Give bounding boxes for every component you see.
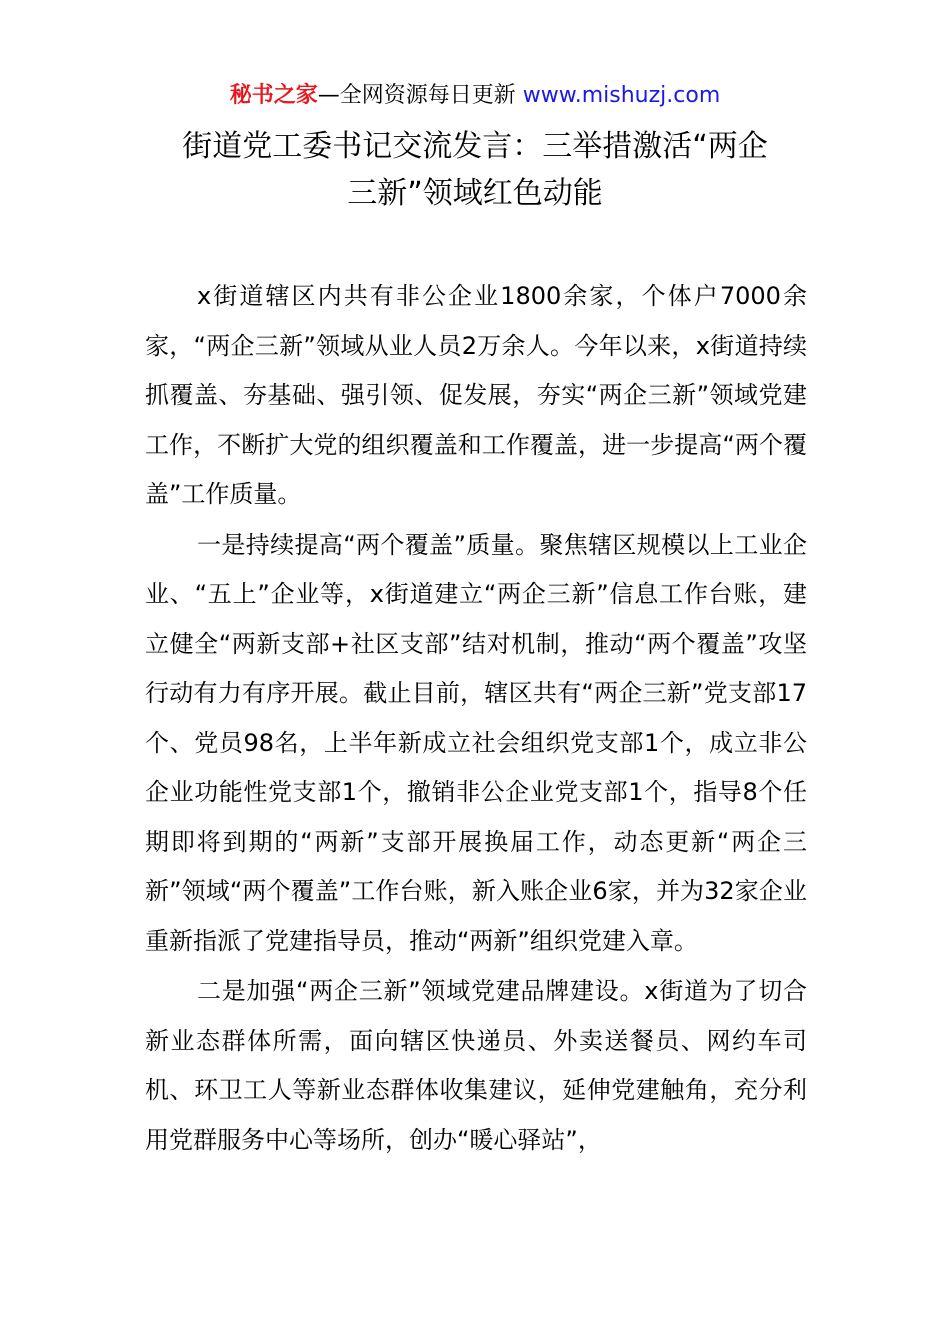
document-body	[145, 272, 807, 1166]
site-url-link[interactable]: www.mishuzj.com	[522, 83, 721, 108]
paragraph-intro: x街道辖区内共有非公企业1800余家，个体户7000余家，“两企三新”领域从业人员2万余人。今年以来，x街道持续抓覆盖、夯基础、强引领、促发展，夯实“两企三新”领域党建工作，不断扩大党的组织覆盖和工作覆盖，进一步提高“两个覆盖”工作质量。	[145, 282, 807, 508]
document-title-line-1: 街道党工委书记交流发言：三举措激活“两企	[182, 129, 768, 164]
site-tagline: —全网资源每日更新	[317, 83, 523, 108]
site-name: 秘书之家	[229, 83, 318, 108]
paragraph-measure-2: 二是加强“两企三新”领域党建品牌建设。x街道为了切合新业态群体所需，面向辖区快递员、外卖送餐员、网约车司机、环卫工人等新业态群体收集建议，延伸党建触角，充分利用党群服务中心等场所，创办“暖心驿站”，	[145, 977, 807, 1154]
document-title-line-2: 三新”领域红色动能	[347, 176, 603, 211]
document-title	[140, 123, 810, 217]
paragraph-measure-1: 一是持续提高“两个覆盖”质量。聚焦辖区规模以上工业企业、“五上”企业等，x街道建立“两企三新”信息工作台账，建立健全“两新支部+社区支部”结对机制，推动“两个覆盖”攻坚行动有力有序开展。截止目前，辖区共有“两企三新”党支部17个、党员98名，上半年新成立社会组织党支部1个，成立非公企业功能性党支部1个，撤销非公企业党支部1个，指导8个任期即将到期的“两新”支部开展换届工作，动态更新“两企三新”领域“两个覆盖”工作台账，新入账企业6家，并为32家企业重新指派了党建指导员，推动“两新”组织党建入章。	[145, 530, 807, 955]
site-header	[0, 80, 950, 112]
